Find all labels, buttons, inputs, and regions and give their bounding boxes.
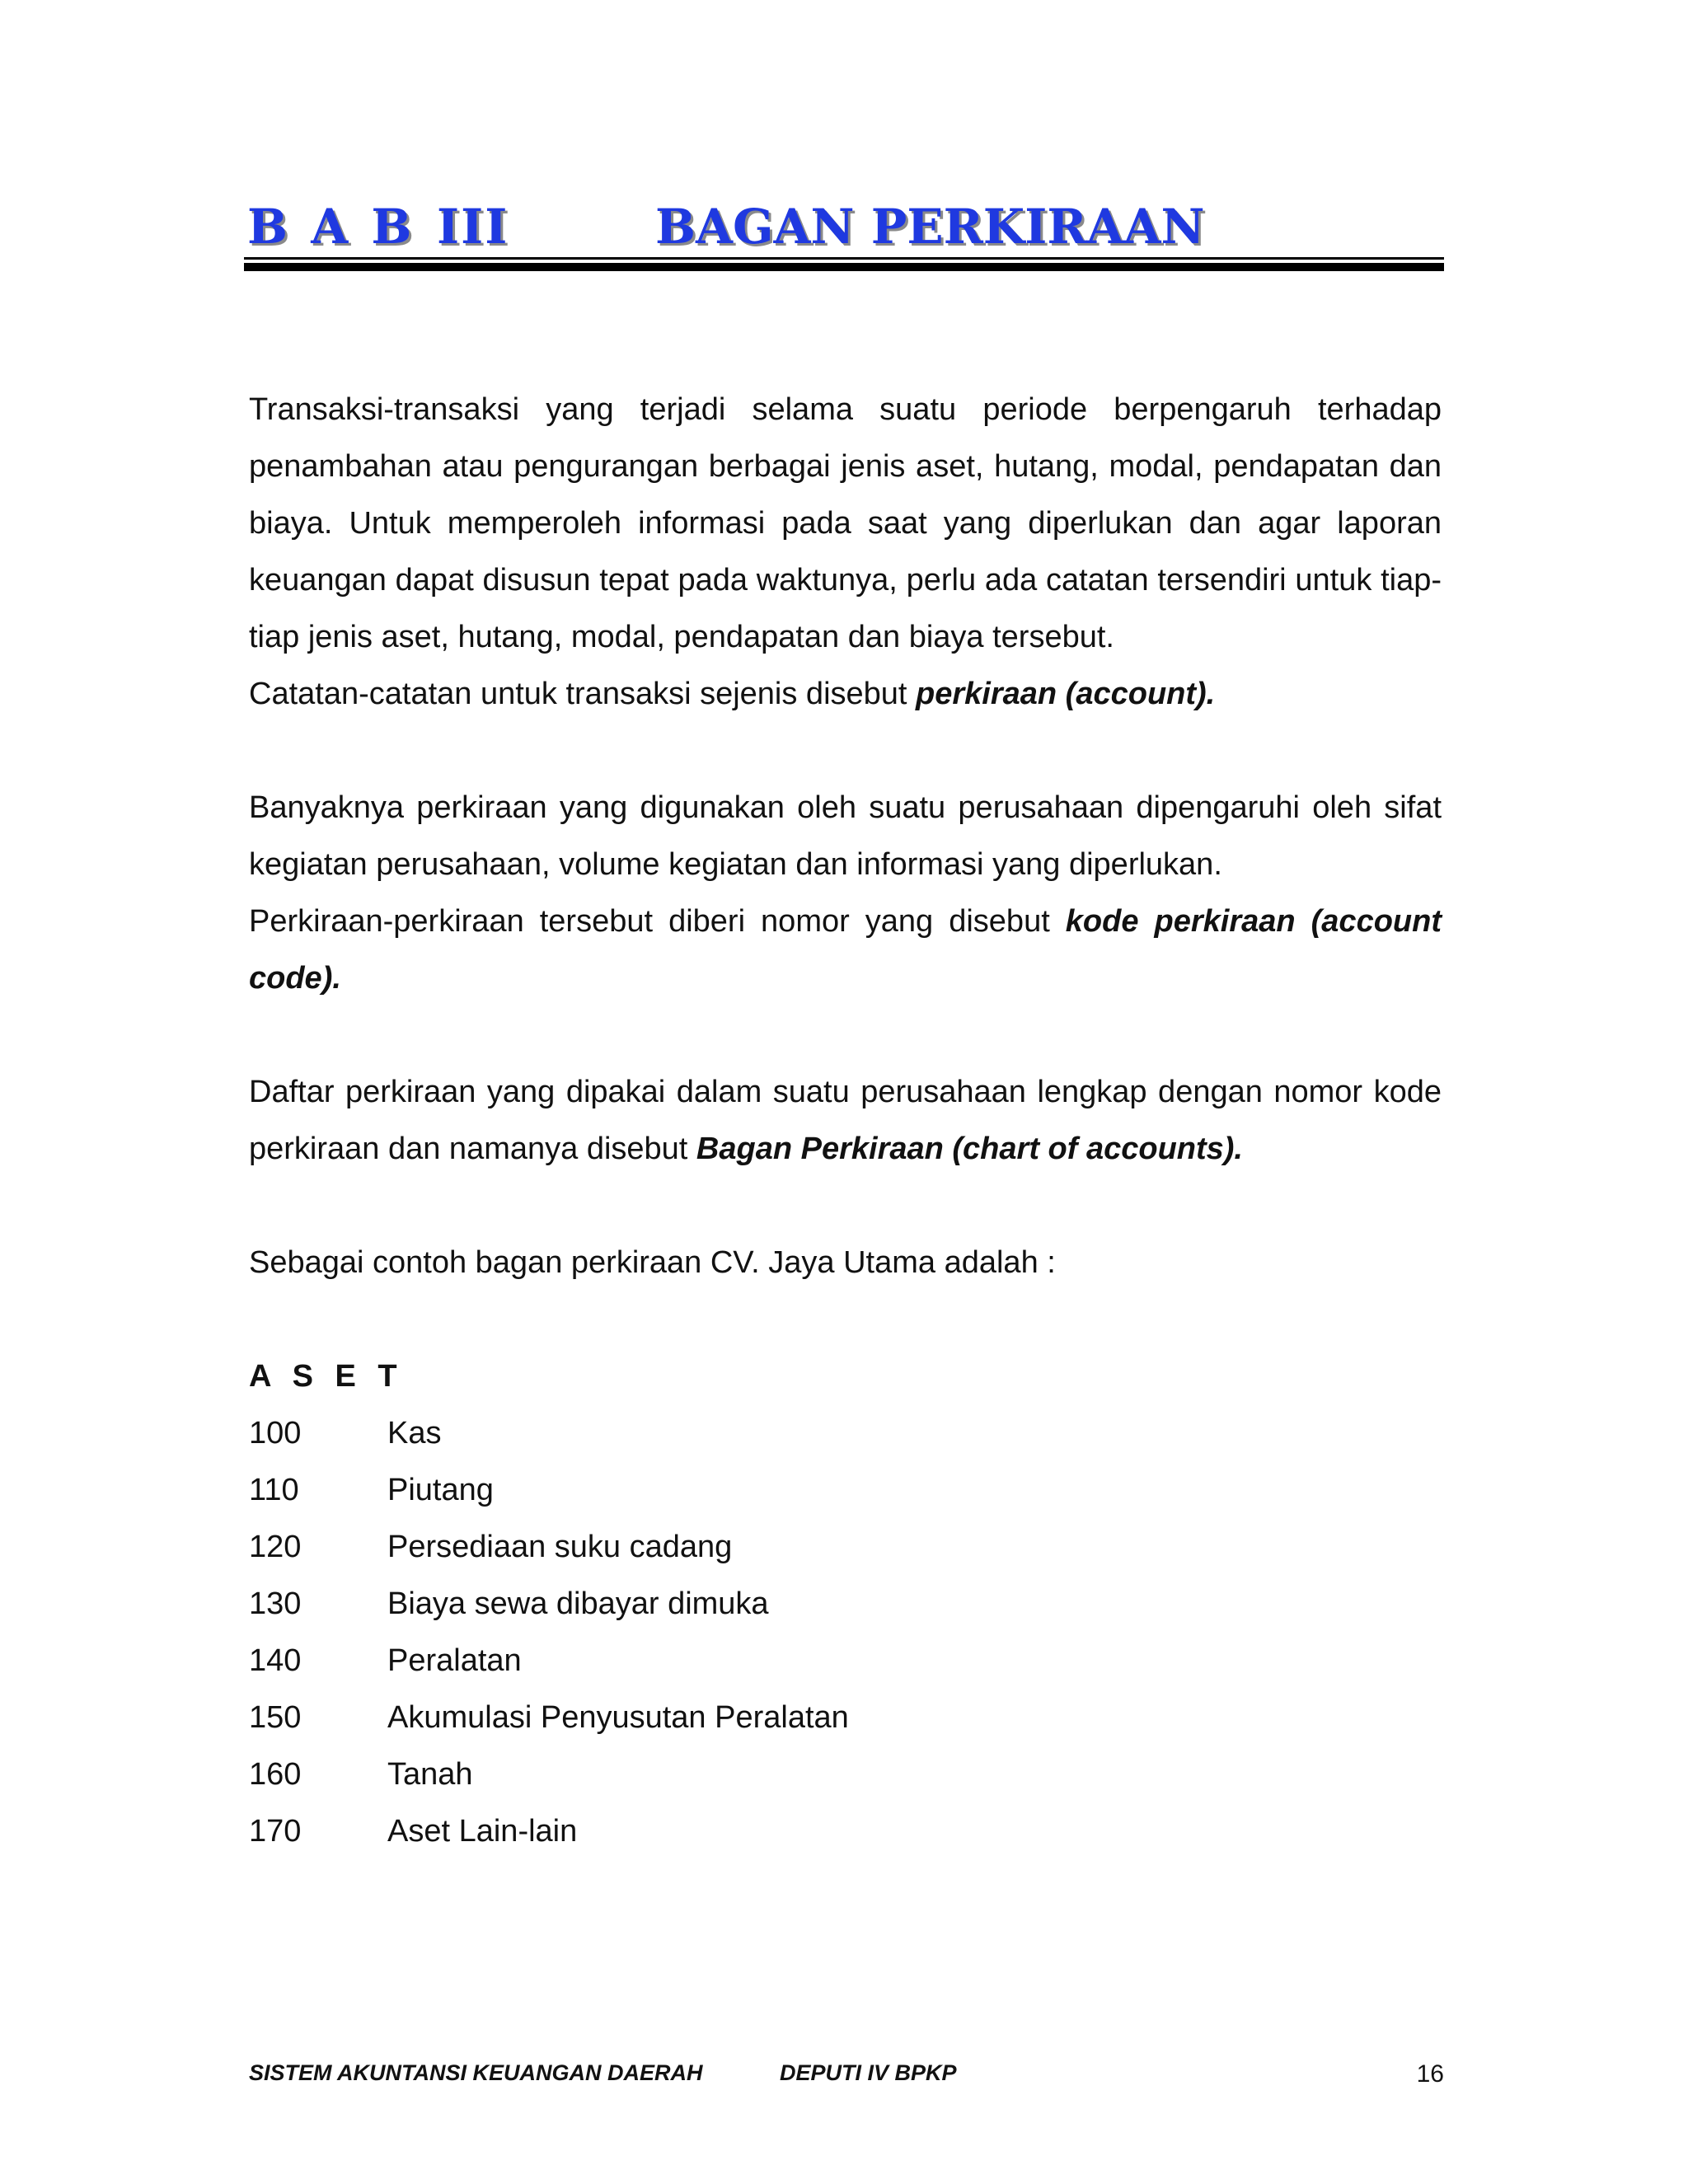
account-row bbox=[249, 1803, 1442, 1860]
chapter-header bbox=[247, 198, 1444, 272]
paragraph-number-of-accounts: Banyaknya perkiraan yang digunakan oleh suatu perusahaan dipengaruhi oleh sifat kegiatan perusahaan, volume kegiatan dan informasi yang diperlukan. bbox=[249, 790, 1442, 882]
paragraph-text: Daftar perkiraan yang dipakai dalam suatu perusahaan lengkap dengan nomor kode perkiraan dan namanya disebut bbox=[249, 1075, 1442, 1166]
account-code: 130 bbox=[249, 1586, 302, 1621]
account-row bbox=[249, 1519, 1442, 1576]
spacer bbox=[249, 1291, 1442, 1348]
page-footer bbox=[249, 2052, 1444, 2093]
paragraph-example-intro: Sebagai contoh bagan perkiraan CV. Jaya Utama adalah : bbox=[249, 1245, 1056, 1280]
page-number: 16 bbox=[1416, 2060, 1444, 2088]
account-code: 110 bbox=[249, 1473, 299, 1507]
spacer bbox=[249, 1007, 1442, 1064]
account-code: 150 bbox=[249, 1700, 302, 1735]
account-code: 120 bbox=[249, 1530, 302, 1564]
account-row bbox=[249, 1405, 1442, 1462]
chapter-title: BAGAN PERKIRAAN bbox=[655, 199, 1205, 255]
account-row bbox=[249, 1462, 1442, 1519]
account-name: Akumulasi Penyusutan Peralatan bbox=[387, 1700, 849, 1735]
account-name: Piutang bbox=[387, 1473, 494, 1507]
term-chart-of-accounts: Bagan Perkiraan (chart of accounts). bbox=[696, 1132, 1243, 1166]
account-code: 160 bbox=[249, 1757, 302, 1792]
account-row bbox=[249, 1690, 1442, 1746]
header-rule-thick bbox=[244, 263, 1444, 271]
account-name: Kas bbox=[387, 1416, 442, 1451]
spacer bbox=[249, 1178, 1442, 1235]
paragraph-text: Catatan-catatan untuk transaksi sejenis disebut bbox=[249, 677, 917, 711]
document-body bbox=[249, 382, 1442, 1860]
chapter-label: B A B bbox=[247, 199, 415, 255]
paragraph-chart-of-accounts bbox=[249, 1064, 1442, 1178]
header-rule-thin bbox=[244, 257, 1444, 260]
account-code: 170 bbox=[249, 1814, 302, 1849]
aset-heading: A S E T bbox=[249, 1359, 404, 1394]
account-row bbox=[249, 1746, 1442, 1803]
footer-agency: DEPUTI IV BPKP bbox=[780, 2060, 957, 2085]
term-perkiraan: perkiraan (account). bbox=[916, 677, 1216, 711]
account-row bbox=[249, 1633, 1442, 1690]
paragraph-transactions: Transaksi-transaksi yang terjadi selama suatu periode berpengaruh terhadap penambahan atau pengurangan berbagai jenis aset, hutang, modal, pendapatan dan biaya. Untuk memperoleh informasi pada saat yang diperlukan dan agar laporan keuangan dapat disusun tepat pada waktunya, perlu ada catatan tersendiri untuk tiap-tiap jenis aset, hutang, modal, pendapatan dan biaya tersebut. bbox=[249, 392, 1442, 654]
account-name: Biaya sewa dibayar dimuka bbox=[387, 1586, 769, 1621]
paragraph-text: Perkiraan-perkiraan tersebut diberi nomor yang disebut bbox=[249, 904, 1066, 939]
account-name: Aset Lain-lain bbox=[387, 1814, 578, 1849]
account-code: 140 bbox=[249, 1643, 302, 1678]
spacer bbox=[249, 723, 1442, 780]
footer-system-name: SISTEM AKUNTANSI KEUANGAN DAERAH bbox=[249, 2060, 703, 2085]
account-list bbox=[249, 1405, 1442, 1860]
account-name: Tanah bbox=[387, 1757, 473, 1792]
account-row bbox=[249, 1576, 1442, 1633]
paragraph-account-definition bbox=[249, 666, 1442, 723]
term-account-code: kode perkiraan (account code). bbox=[249, 904, 1442, 996]
account-name: Peralatan bbox=[387, 1643, 522, 1678]
paragraph-account-code bbox=[249, 893, 1442, 1007]
account-name: Persediaan suku cadang bbox=[387, 1530, 733, 1564]
chapter-number: III bbox=[437, 199, 509, 255]
account-code: 100 bbox=[249, 1416, 302, 1451]
